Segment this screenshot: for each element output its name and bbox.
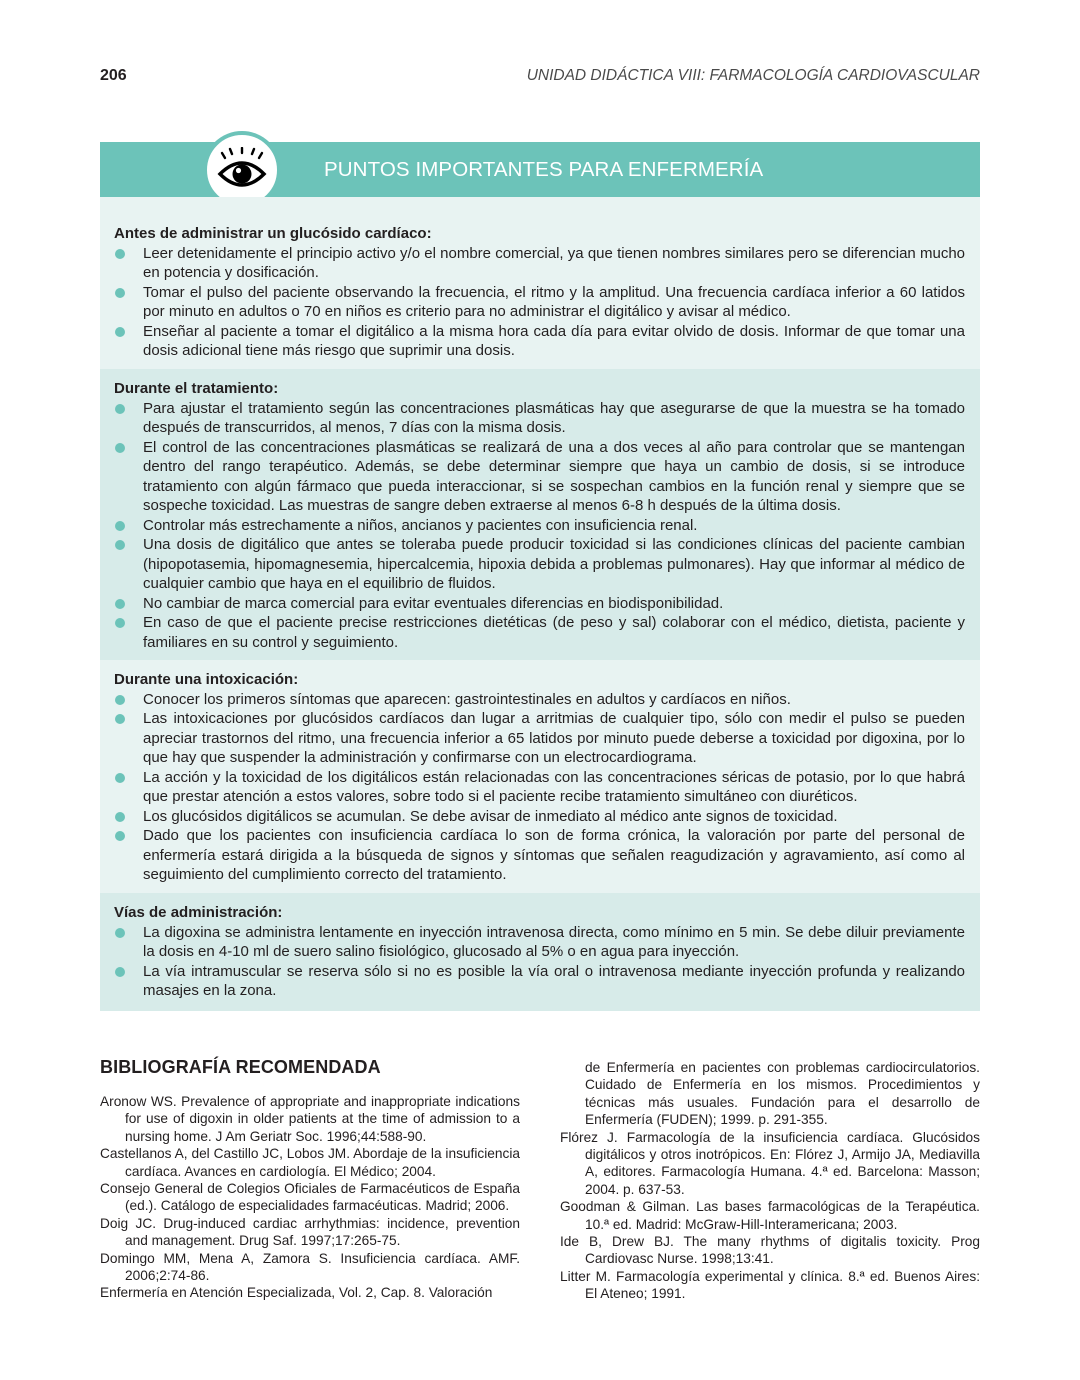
bibliography-title: BIBLIOGRAFÍA RECOMENDADA: [100, 1057, 381, 1077]
list-item: La acción y la toxicidad de los digitálicos están relacionadas con las concentraciones séricas de potasio, por lo que habrá que prestar atención a estos valores, sobre todo si el paciente recibe tratamiento simultáneo con diuréticos.: [114, 768, 965, 807]
bullet-list: [114, 244, 965, 361]
section-heading: Antes de administrar un glucósido cardíaco:: [114, 225, 432, 242]
list-item: Conocer los primeros síntomas que aparecen: gastrointestinales en adultos y cardíacos en niños.: [114, 690, 965, 710]
list-item: No cambiar de marca comercial para evitar eventuales diferencias en biodisponibilidad.: [114, 594, 965, 614]
section-administration-routes: [100, 893, 980, 1011]
reference: Enfermería en Atención Especializada, Vol. 2, Cap. 8. Valoración: [100, 1285, 493, 1301]
list-item: Enseñar al paciente a tomar el digitálico a la misma hora cada día para evitar olvido de dosis. Informar de que tomar una dosis adicional tiene más riesgo que suprimir una dosis.: [114, 322, 965, 361]
eye-icon: [217, 147, 267, 193]
list-item: Los glucósidos digitálicos se acumulan. Se debe avisar de inmediato al médico ante signos de toxicidad.: [114, 807, 965, 827]
list-item: La vía intramuscular se reserva sólo si no es posible la vía oral o intravenosa mediante inyección profunda y realizando masajes en la zona.: [114, 962, 965, 1001]
list-item: El control de las concentraciones plasmáticas se realizará de una a dos veces al año para controlar que se mantengan dentro del rango terapéutico. Además, se debe determinar siempre que haya un cambio de dosis, si se introduce tratamiento con algún fármaco que pueda interaccionar, si se sospechan cambios en la función renal y siempre que se sospeche toxicidad. Las muestras de sangre deben extraerse al menos 6-8 h después de la última dosis.: [114, 438, 965, 516]
list-item: Dado que los pacientes con insuficiencia cardíaca lo son de forma crónica, la valoración por parte del personal de enfermería estará dirigida a la búsqueda de signos y síntomas que señalen reagudización y agravamiento, así como al seguimiento del cumplimiento correcto del tratamiento.: [114, 826, 965, 885]
bibliography-left-column: [100, 1093, 520, 1302]
list-item: Para ajustar el tratamiento según las concentraciones plasmáticas hay que asegurarse de que la muestra se ha tomado después de transcurridos, al menos, 7 días con la misma dosis.: [114, 399, 965, 438]
section-heading: Vías de administración:: [114, 904, 283, 921]
running-title: UNIDAD DIDÁCTICA VIII: FARMACOLOGÍA CARDIOVASCULAR: [526, 67, 980, 84]
reference: Ide B, Drew BJ. The many rhythms of digitalis toxicity. Prog Cardiovasc Nurse. 1998;13:41.: [560, 1234, 980, 1267]
list-item: La digoxina se administra lentamente en inyección intravenosa directa, como mínimo en 5 min. Se debe diluir previamente la dosis en 4-10 ml de suero salino fisiológico, glucosado al 5% o en agua para inyección.: [114, 923, 965, 962]
reference: Doig JC. Drug-induced cardiac arrhythmias: incidence, prevention and management. Drug Saf. 1997;17:265-75.: [100, 1215, 520, 1249]
list-item: Una dosis de digitálico que antes se toleraba puede producir toxicidad si las condiciones clínicas del paciente cambian (hipopotasemia, hipomagnesemia, hipercalcemia, hipoxia debida a problemas pulmonares). Hay que informar al médico de cualquier cambio que haya en el equilibrio de fluidos.: [114, 535, 965, 594]
bibliography-right-column: [560, 1059, 980, 1303]
reference: Aronow WS. Prevalence of appropriate and inappropriate indications for use of digoxin in older patients at the time of admission to a nursing home. J Am Geriatr Soc. 1996;44:588-90.: [100, 1094, 520, 1144]
reference: Consejo General de Colegios Oficiales de Farmacéuticos de España (ed.). Catálogo de especialidades farmacéuticas. Madrid; 2006.: [100, 1181, 520, 1214]
reference: Domingo MM, Mena A, Zamora S. Insuficiencia cardíaca. AMF. 2006;2:74-86.: [100, 1250, 520, 1284]
list-item: Controlar más estrechamente a niños, ancianos y pacientes con insuficiencia renal.: [114, 516, 965, 536]
section-during-intoxication: [100, 660, 980, 893]
bullet-list: [114, 690, 965, 885]
reference: Goodman & Gilman. Las bases farmacológicas de la Terapéutica. 10.ª ed. Madrid: McGraw-Hill-Interamericana; 2003.: [560, 1199, 980, 1232]
section-heading: Durante el tratamiento:: [114, 380, 279, 397]
page-number: 206: [100, 67, 127, 84]
reference: Litter M. Farmacología experimental y clínica. 8.ª ed. Buenos Aires: El Ateneo; 1991.: [560, 1268, 980, 1302]
section-during-treatment: [100, 369, 980, 660]
list-item: Las intoxicaciones por glucósidos cardíacos dan lugar a arritmias de cualquier tipo, sólo con medir el pulso se pueden apreciar trastornos del ritmo, una frecuencia inferior a 65 latidos por minuto puede deberse a toxicidad por digoxina, por lo que hay que suspender la administración y confirmarse con un electrocardiograma.: [114, 709, 965, 768]
section-heading: Durante una intoxicación:: [114, 671, 299, 688]
reference-continuation: de Enfermería en pacientes con problemas cardiocirculatorios. Cuidado de Enfermería en los mismos. Procedimientos y técnicas más usuales. Fundación para el desarrollo de Enfermería (FUDEN); 1999. p. 291-355.: [585, 1060, 980, 1128]
reference: Flórez J. Farmacología de la insuficiencia cardíaca. Glucósidos digitálicos y otros inotrópicos. En: Flórez J, Armijo JA, Mediavilla A, editores. Farmacología Humana. 4.ª ed. Barcelona: Masson; 2004. p. 637-53.: [560, 1129, 980, 1197]
reference: Castellanos A, del Castillo JC, Lobos JM. Abordaje de la insuficiencia cardíaca. Avances en cardiología. El Médico; 2004.: [100, 1146, 520, 1179]
list-item: En caso de que el paciente precise restricciones dietéticas (de peso y sal) colaborar con el médico, dietista, paciente y familiares en su control y seguimiento.: [114, 613, 965, 652]
bullet-list: [114, 923, 965, 1001]
bullet-list: [114, 399, 965, 653]
box-title: PUNTOS IMPORTANTES PARA ENFERMERÍA: [324, 158, 764, 181]
section-before-administering: [100, 197, 980, 369]
list-item: Leer detenidamente el principio activo y/o el nombre comercial, ya que tienen nombres similares pero se diferencian mucho en potencia y dosificación.: [114, 244, 965, 283]
list-item: Tomar el pulso del paciente observando la frecuencia, el ritmo y la amplitud. Una frecuencia cardíaca inferior a 60 latidos por minuto en adultos o 70 en niños es criterio para no administrar el digitálico y avisar al médico.: [114, 283, 965, 322]
